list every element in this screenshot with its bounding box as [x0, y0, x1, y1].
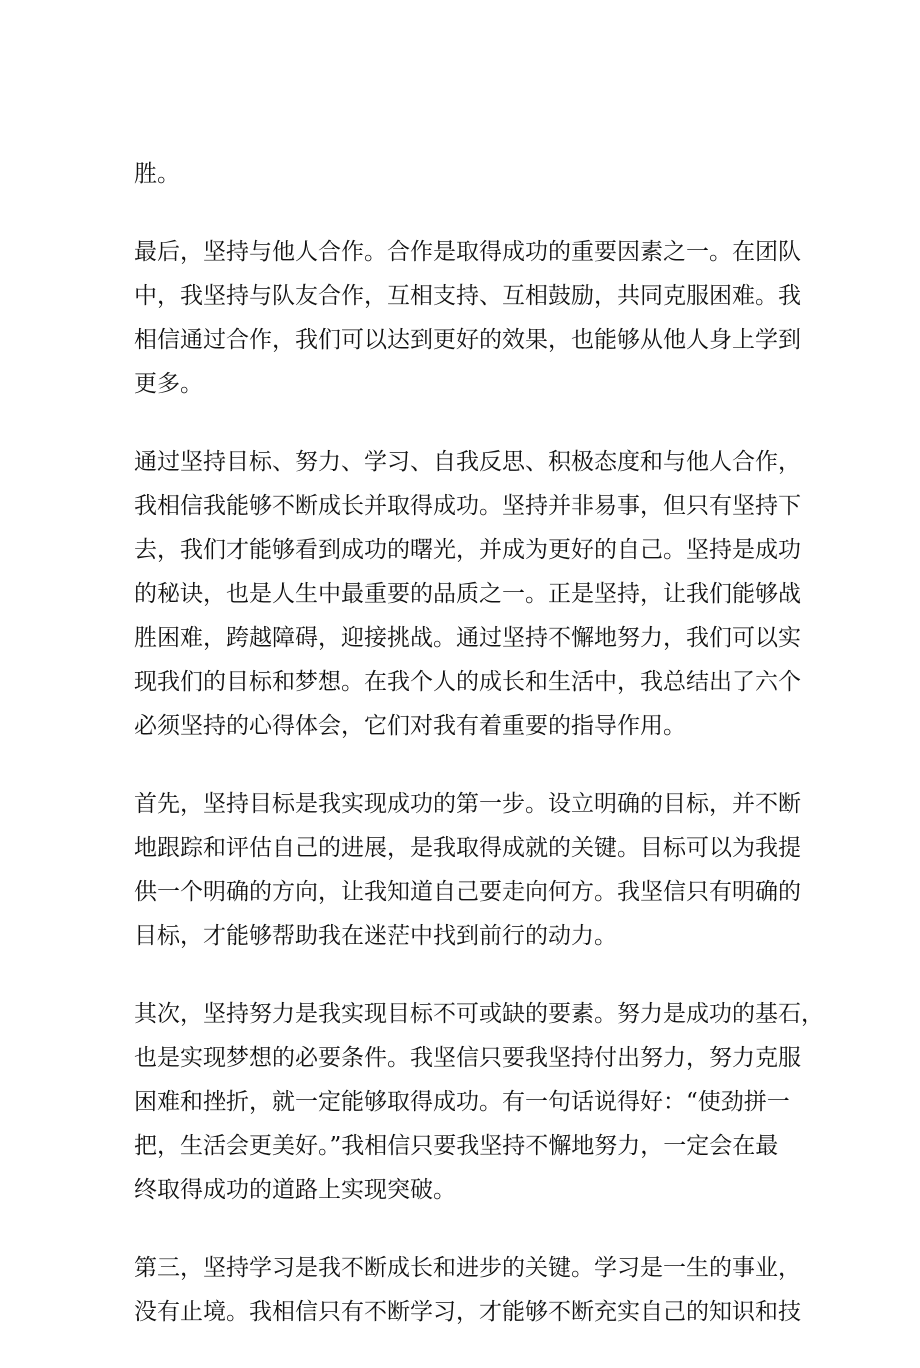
- paragraph-5: [134, 992, 824, 1212]
- text-line: 把，生活会更美好。”我相信只要我坚持不懈地努力，一定会在最: [134, 1133, 779, 1159]
- text-line: 目标，才能够帮助我在迷茫中找到前行的动力。: [134, 923, 617, 949]
- text-line: 胜。: [134, 161, 180, 187]
- paragraph-6: [134, 1246, 801, 1334]
- paragraph-4: [134, 782, 801, 958]
- paragraph-3: [134, 440, 801, 748]
- text-line: 更多。: [134, 371, 203, 397]
- text-line: 通过坚持目标、努力、学习、自我反思、积极态度和与他人合作，: [134, 449, 801, 475]
- text-line: 首先，坚持目标是我实现成功的第一步。设立明确的目标，并不断: [134, 791, 801, 817]
- text-line: 第三，坚持学习是我不断成长和进步的关键。学习是一生的事业，: [134, 1255, 801, 1281]
- text-line: 终取得成功的道路上实现突破。: [134, 1177, 456, 1203]
- text-line: 我相信我能够不断成长并取得成功。坚持并非易事，但只有坚持下: [134, 493, 801, 519]
- text-line: 胜困难，跨越障碍，迎接挑战。通过坚持不懈地努力，我们可以实: [134, 625, 801, 651]
- text-line: 困难和挫折，就一定能够取得成功。有一句话说得好：“使劲拼一: [134, 1089, 790, 1115]
- paragraph-1: [134, 152, 798, 196]
- text-line: 去，我们才能够看到成功的曙光，并成为更好的自己。坚持是成功: [134, 537, 801, 563]
- text-line: 的秘诀，也是人生中最重要的品质之一。正是坚持，让我们能够战: [134, 581, 801, 607]
- text-line: 必须坚持的心得体会，它们对我有着重要的指导作用。: [134, 713, 686, 739]
- text-line: 其次，坚持努力是我实现目标不可或缺的要素。努力是成功的基石，: [134, 1001, 824, 1027]
- text-line: 地跟踪和评估自己的进展，是我取得成就的关键。目标可以为我提: [134, 835, 801, 861]
- text-line: 没有止境。我相信只有不断学习，才能够不断充实自己的知识和技: [134, 1299, 801, 1325]
- text-line: 相信通过合作，我们可以达到更好的效果，也能够从他人身上学到: [134, 327, 801, 353]
- text-line: 中，我坚持与队友合作，互相支持、互相鼓励，共同克服困难。我: [134, 283, 801, 309]
- text-line: 也是实现梦想的必要条件。我坚信只要我坚持付出努力，努力克服: [134, 1045, 801, 1071]
- text-line: 现我们的目标和梦想。在我个人的成长和生活中，我总结出了六个: [134, 669, 801, 695]
- text-line: 供一个明确的方向，让我知道自己要走向何方。我坚信只有明确的: [134, 879, 801, 905]
- text-line: 最后，坚持与他人合作。合作是取得成功的重要因素之一。在团队: [134, 239, 801, 265]
- document-body: [134, 152, 824, 1368]
- paragraph-2: [134, 230, 801, 406]
